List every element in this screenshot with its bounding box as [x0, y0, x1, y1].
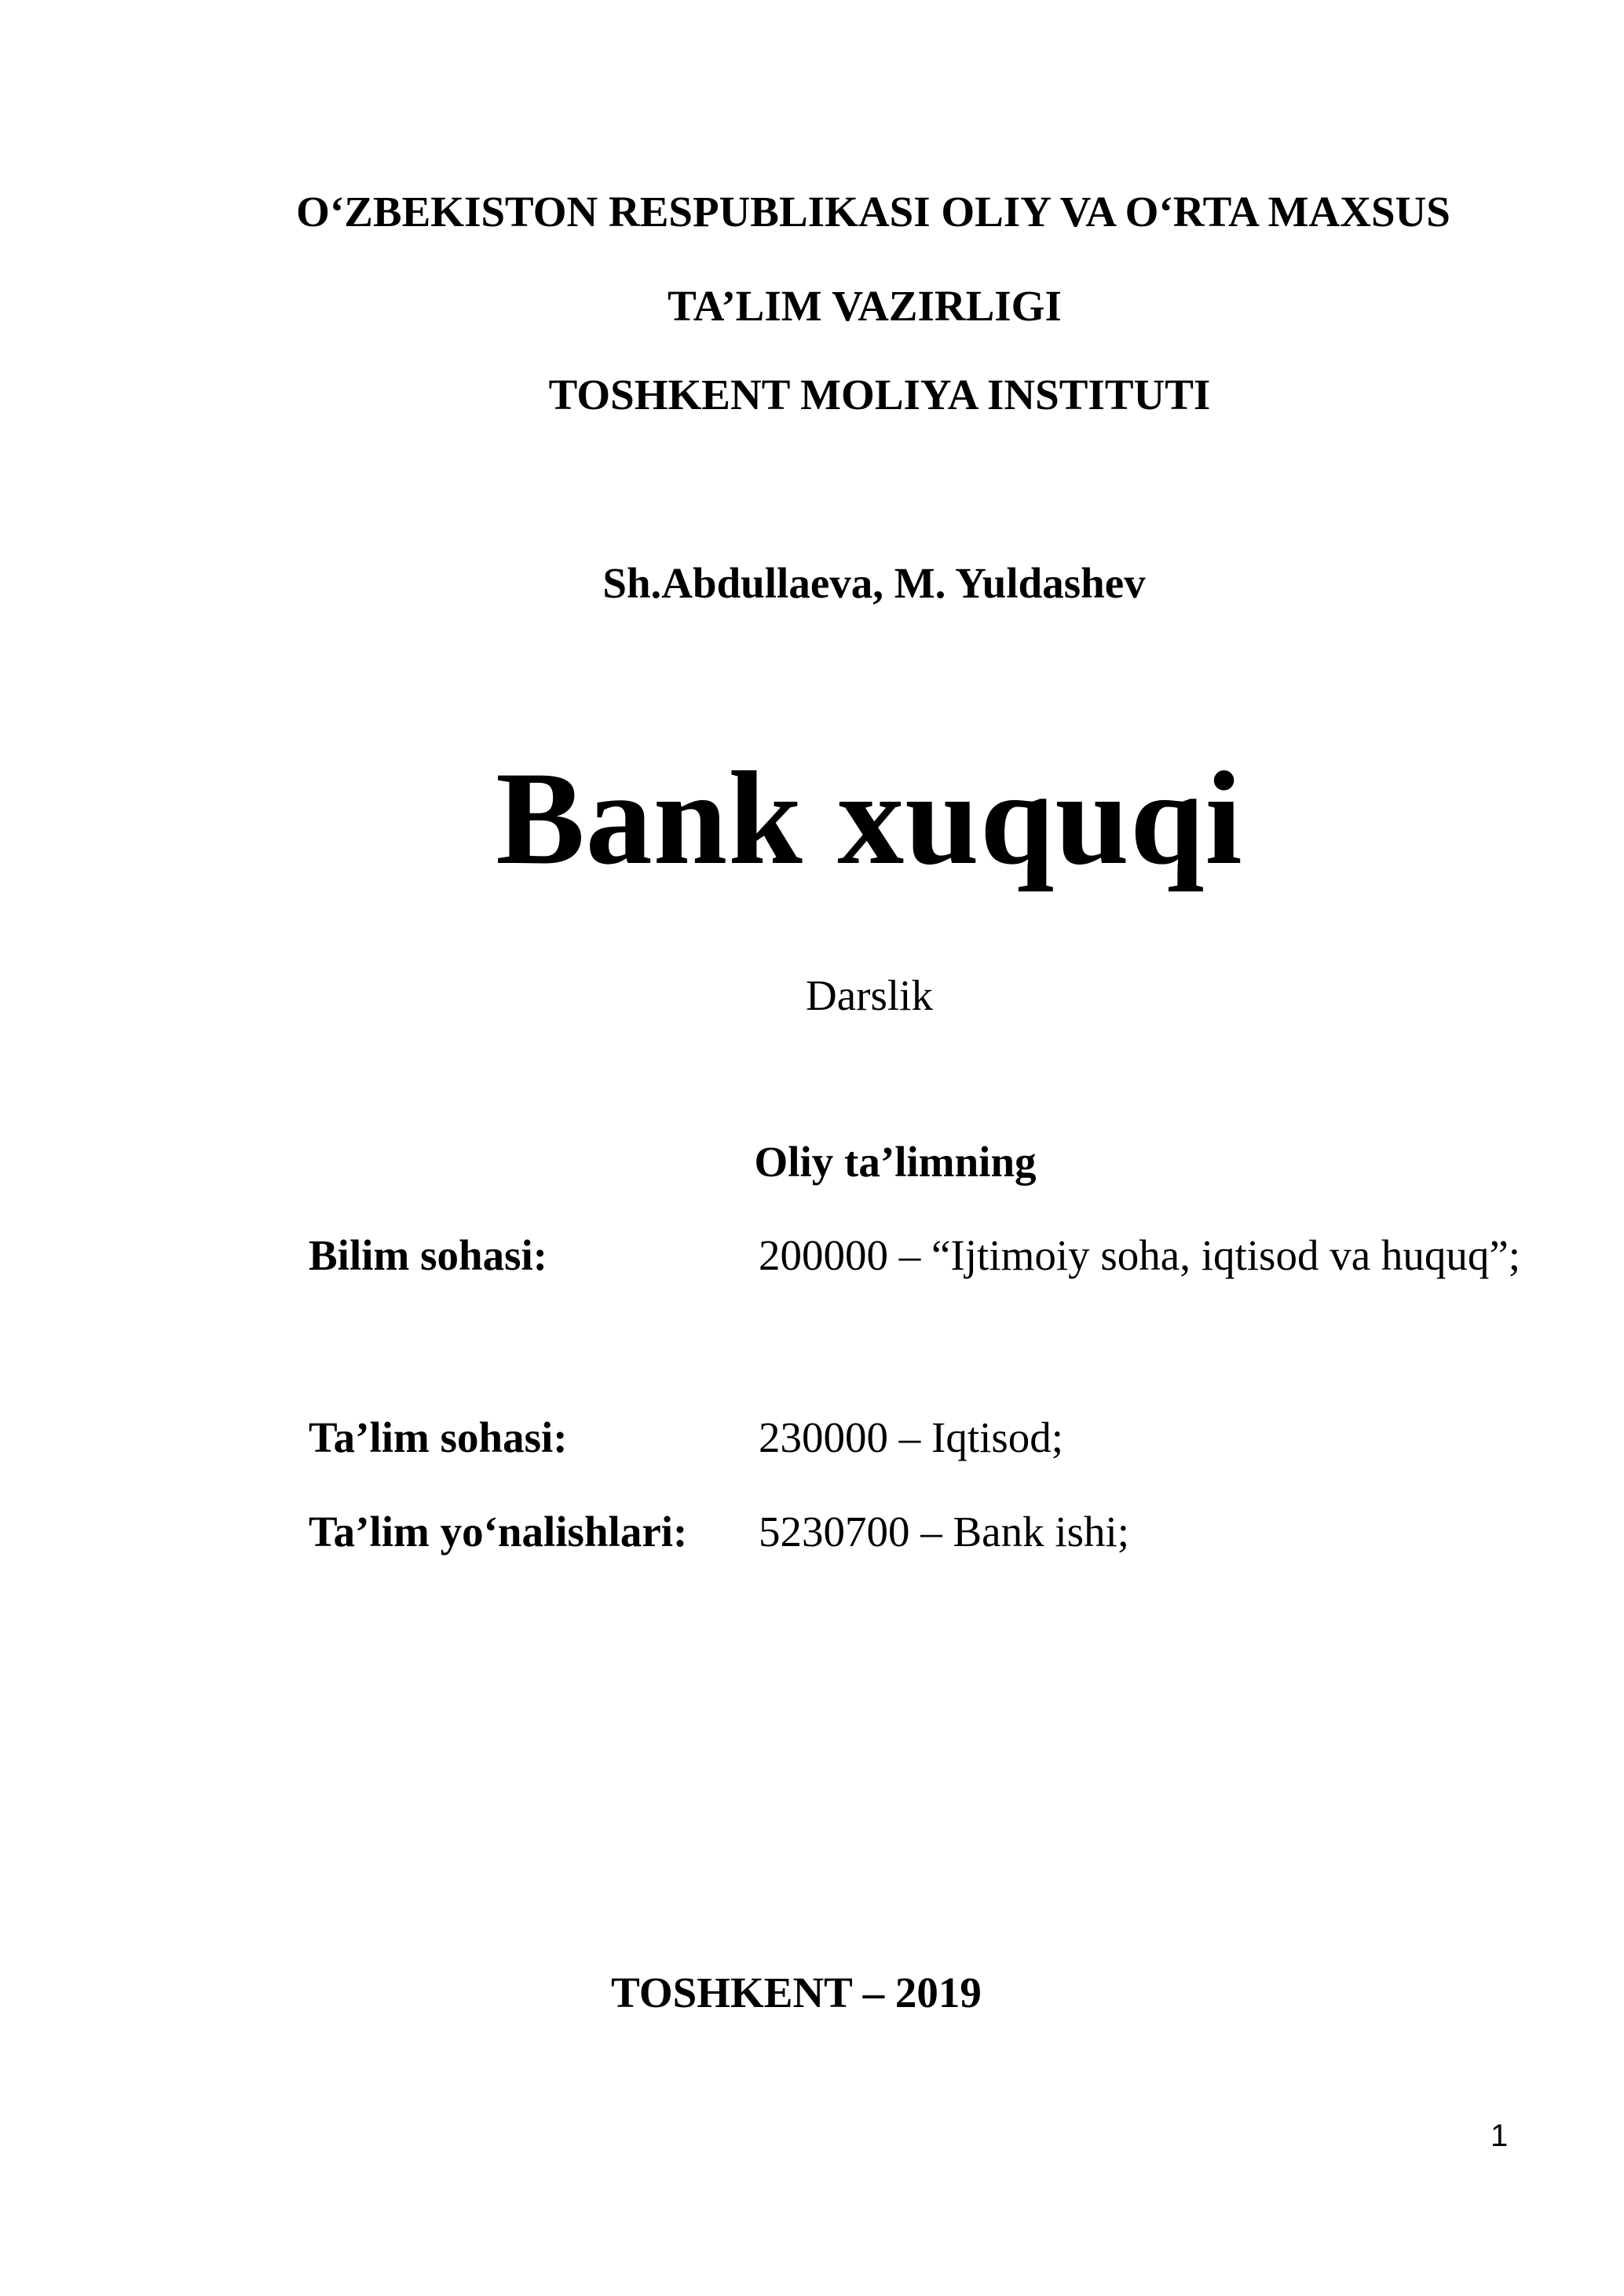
row-label-talim-yonalishlari: Ta’lim yo‘nalishlari: [309, 1508, 688, 1556]
ministry-header-line2: TA’LIM VAZIRLIGI [668, 282, 1062, 330]
row-label-bilim-sohasi: Bilim sohasi: [309, 1231, 548, 1279]
row-value-bilim-sohasi: 200000 – “Ijtimoiy soha, iqtisod va huquq”; [759, 1231, 1521, 1279]
ministry-header-line1: O‘ZBEKISTON RESPUBLIKASI OLIY VA O‘RTA MAXSUS [296, 188, 1450, 236]
row-label-talim-sohasi: Ta’lim sohasi: [309, 1413, 568, 1461]
authors-line: Sh.Abdullaeva, M. Yuldashev [602, 559, 1146, 607]
row-value-talim-sohasi: 230000 – Iqtisod; [759, 1413, 1064, 1461]
book-subtitle: Darslik [806, 971, 933, 1019]
classification-heading: Oliy ta’limning [754, 1138, 1037, 1186]
book-title: Bank xuquqi [496, 744, 1243, 892]
page-number: 1 [1490, 2119, 1509, 2153]
imprint-line: TOSHKENT – 2019 [611, 1969, 982, 2016]
institute-name: TOSHKENT MOLIYA INSTITUTI [548, 371, 1211, 419]
row-value-talim-yonalishlari: 5230700 – Bank ishi; [759, 1508, 1130, 1556]
